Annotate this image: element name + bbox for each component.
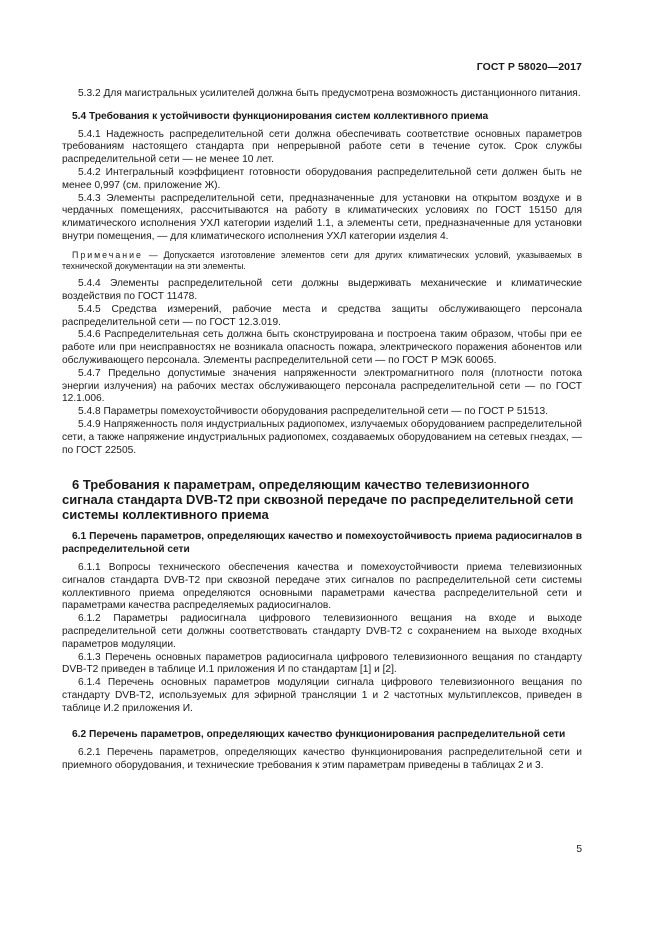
paragraph-5-4-2: 5.4.2 Интегральный коэффициент готовности оборудования распределительной сети должен быть не менее 0,997 (см. приложение Ж). [62, 166, 582, 191]
paragraph-5-4-5: 5.4.5 Средства измерений, рабочие места и средства защиты обслуживающего персонала распределительной сети — по ГОСТ 12.3.019. [62, 303, 582, 328]
paragraph-5-4-9: 5.4.9 Напряженность поля индустриальных радиопомех, излучаемых оборудованием распределительной сети, а также напряжение индустриальных радиопомех, создаваемых оборудованием на сетевых гнездах, — по ГОСТ 22505. [62, 418, 582, 456]
heading-6-1: 6.1 Перечень параметров, определяющих качество и помехоустойчивость приема радиосигналов в распределительной сети [62, 531, 582, 556]
paragraph-5-4-7: 5.4.7 Предельно допустимые значения напряженности электромагнитного поля (плотности потока энергии излучения) на рабочих местах обслуживающего персонала распределительной сети — по ГОСТ 12.1.006. [62, 367, 582, 405]
paragraph-6-1-1: 6.1.1 Вопросы технического обеспечения качества и помехоустойчивости приема телевизионных сигналов стандарта DVB-T2 при сквозной передаче этих сигналов по распределительной сети системы коллективного приема определяются основными параметрами качества распределительной сети и параметрами качества распределяемых радиосигналов. [62, 561, 582, 612]
document-code-header: ГОСТ Р 58020—2017 [476, 61, 582, 73]
paragraph-5-3-2: 5.3.2 Для магистральных усилителей должна быть предусмотрена возможность дистанционного питания. [78, 88, 581, 99]
document-body [62, 88, 582, 773]
note-lead: Примечание [72, 249, 143, 260]
paragraph-5-4-3: 5.4.3 Элементы распределительной сети, предназначенные для установки на открытом воздухе и в чердачных помещениях, рассчитываются на работу в климатических условиях по ГОСТ 15150 для климатического исполнения УХЛ категории изделий 1.1, а элементы сети, предназначенные для установки внутри помещения, — для климатического исполнения УХЛ категории изделия 4. [62, 192, 582, 242]
paragraph-6-1-3: 6.1.3 Перечень основных параметров радиосигнала цифрового телевизионного вещания по стандарту DVB-T2 приведен в таблице И.1 приложения И по стандартам [1] и [2]. [62, 651, 582, 676]
note [62, 250, 582, 272]
page-number: 5 [576, 844, 582, 855]
paragraph-5-4-6: 5.4.6 Распределительная сеть должна быть сконструирована и построена таким образом, чтобы при ее работе или при неисправностях не возникала опасность пожара, электрического поражения абонентов или обслуживающего персонала. Элементы распределительной сети — по ГОСТ Р МЭК 60065. [62, 329, 582, 366]
heading-section-6: 6 Требования к параметрам, определяющим качество телевизионного сигнала стандарта DVB-T2 при сквозной передаче по распределительной сети системы коллективного приема [62, 477, 574, 523]
paragraph-5-4-4: 5.4.4 Элементы распределительной сети должны выдерживать механические и климатические воздействия по ГОСТ 11478. [62, 278, 582, 302]
paragraph-5-4-1: 5.4.1 Надежность распределительной сети должна обеспечивать соответствие основных параметров требованиям настоящего стандарта при непрерывной работе сети в течение суток. Срок службы распределительной сети — не менее 10 лет. [62, 128, 582, 166]
note-text: — Допускается изготовление элементов сети для других климатических условий, указываемых в технической документации на эти элементы. [62, 249, 582, 271]
paragraph-6-1-2: 6.1.2 Параметры радиосигнала цифрового телевизионного вещания на входе и выходе распределительной сети должны соответствовать стандарту DVB-T2 с сохранением на выходе входных параметров модуляции. [62, 613, 582, 650]
heading-5-4: 5.4 Требования к устойчивости функционирования систем коллективного приема [72, 110, 489, 122]
paragraph-5-4-8: 5.4.8 Параметры помехоустойчивости оборудования распределительной сети — по ГОСТ Р 51513. [78, 406, 548, 418]
heading-6-2: 6.2 Перечень параметров, определяющих качество функционирования распределительной сети [72, 729, 566, 741]
paragraph-6-1-4: 6.1.4 Перечень основных параметров модуляции сигнала цифрового телевизионного вещания по стандарту DVB-T2, используемых для эфирной трансляции 1 и 2 частотных мультиплексов, приведен в таблице И.2 приложения И. [62, 677, 582, 714]
paragraph-6-2-1: 6.2.1 Перечень параметров, определяющих качество функционирования распределительной сети и приемного оборудования, и технические требования к этим параметрам приведены в таблицах 2 и 3. [62, 747, 582, 772]
